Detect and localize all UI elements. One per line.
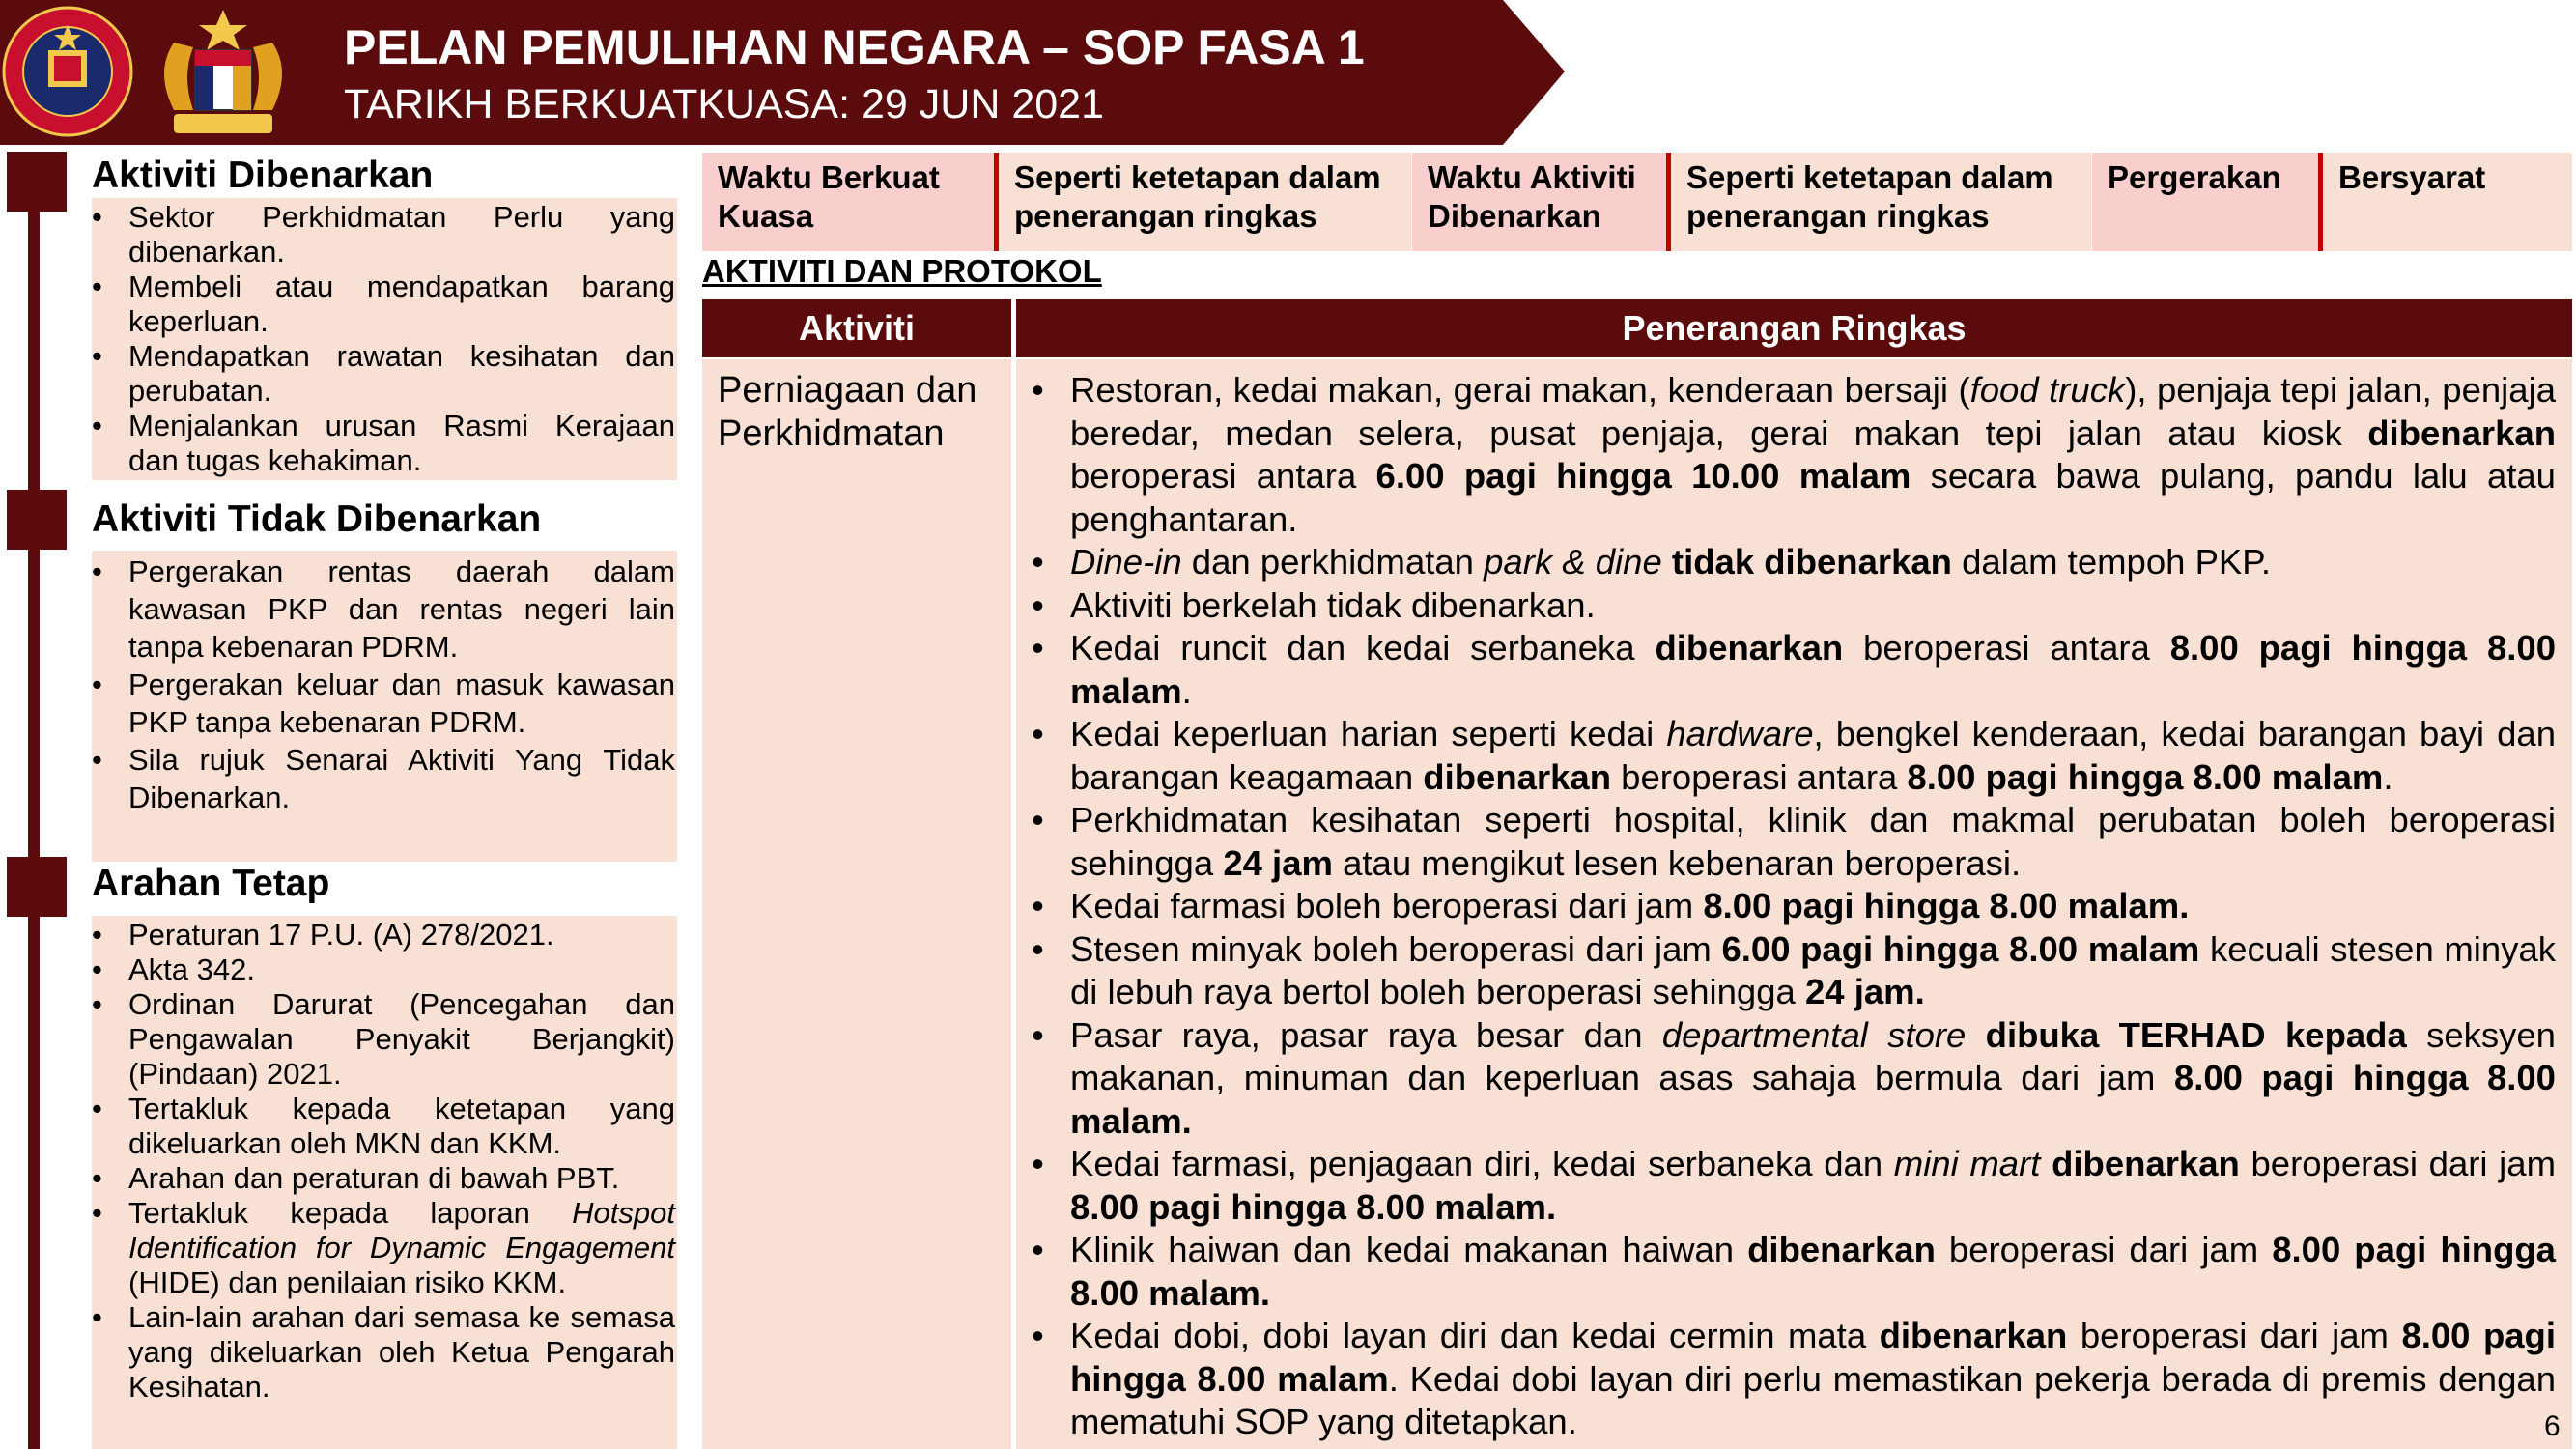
text-run: Kedai farmasi, penjagaan diri, kedai serbaneka dan bbox=[1070, 1144, 1894, 1183]
text-italic: hardware bbox=[1666, 714, 1814, 753]
text-run: . bbox=[2383, 756, 2393, 797]
text-run: beroperasi dari jam bbox=[2067, 1316, 2402, 1355]
row-activity: Perniagaan dan Perkhidmatan bbox=[718, 370, 977, 454]
list-item bbox=[1070, 799, 2556, 885]
text-bold: 8.00 pagi hingga 8.00 malam bbox=[1907, 756, 2384, 797]
list-item bbox=[1070, 369, 2556, 541]
list-item: • Lain-lain arahan dari semasa ke semasa yang dikeluarkan oleh Ketua Pengarah Kesihatan. bbox=[128, 1300, 675, 1405]
timeline-marker bbox=[7, 857, 67, 917]
list-item: • Pergerakan keluar dan masuk kawasan PKP tanpa kebenaran PDRM. bbox=[128, 666, 675, 741]
text-run: , bengkel kenderaan, kedai barangan bayi dan barangan keagamaan bbox=[1070, 714, 2556, 797]
text-run: Kedai runcit dan kedai serbaneka bbox=[1070, 628, 1656, 668]
text-run: beroperasi antara bbox=[1843, 628, 2170, 668]
text-bold: 8.00 pagi hingga 8.00 malam. bbox=[1070, 1058, 2556, 1141]
column-header-activity: Aktiviti bbox=[798, 308, 916, 348]
text-run: . Kedai dobi layan diri perlu memastikan pekerja berada di premis dengan mematuhi SOP yang ditetapkan. bbox=[1070, 1358, 2556, 1441]
text-run: atau mengikut lesen kebenaran beroperasi. bbox=[1332, 842, 2022, 883]
hours-value: Seperti ketetapan dalam penerangan ringkas bbox=[994, 153, 1411, 251]
list-item: • Tertakluk kepada ketetapan yang dikeluarkan oleh MKN dan KKM. bbox=[128, 1092, 675, 1161]
activity-hours-label: Waktu Aktiviti Dibenarkan bbox=[1412, 153, 1666, 251]
text-run: secara bawa pulang, pandu lalu atau penghantaran. bbox=[1070, 456, 2556, 539]
effective-date: TARIKH BERKUATKUASA: 29 JUN 2021 bbox=[344, 81, 1104, 128]
list-item: • Pergerakan rentas daerah dalam kawasan PKP dan rentas negeri lain tanpa kebenaran PDRM. bbox=[128, 553, 675, 666]
list-item: • Membeli atau mendapatkan barang keperluan. bbox=[128, 270, 675, 339]
list-item: • Sektor Perkhidmatan Perlu yang dibenarkan. bbox=[128, 200, 675, 270]
list-item bbox=[1070, 1229, 2556, 1315]
text-bold: tidak dibenarkan bbox=[1671, 542, 1952, 582]
text-bold: 24 jam bbox=[1223, 842, 1333, 883]
permitted-title: Aktiviti Dibenarkan bbox=[92, 155, 434, 196]
list-item-text: Tertakluk kepada laporan bbox=[128, 1196, 530, 1230]
standing-orders-title: Arahan Tetap bbox=[92, 863, 330, 904]
list-item: • Arahan dan peraturan di bawah PBT. bbox=[128, 1161, 675, 1196]
list-item: • Mendapatkan rawatan kesihatan dan perubatan. bbox=[128, 339, 675, 409]
nsc-logo-icon bbox=[0, 0, 135, 145]
page-number: 6 bbox=[2544, 1410, 2561, 1442]
list-item: • Sila rujuk Senarai Aktiviti Yang Tidak Dibenarkan. bbox=[128, 741, 675, 816]
text-bold: 8.00 pagi hingga 8.00 malam. bbox=[1070, 1186, 1557, 1227]
text-run: Kedai dobi, dobi layan diri dan kedai cermin mata bbox=[1070, 1316, 1880, 1355]
list-item bbox=[1070, 584, 2556, 628]
text-bold: dibenarkan bbox=[1423, 756, 1612, 797]
text-italic: park & dine bbox=[1484, 542, 1662, 582]
list-item bbox=[1070, 1143, 2556, 1229]
text-run bbox=[1966, 1015, 1985, 1055]
text-bold: 6.00 pagi hingga 10.00 malam bbox=[1375, 456, 1911, 496]
text-run: Perkhidmatan kesihatan seperti hospital, klinik dan makmal perubatan boleh beroperasi sehingga bbox=[1070, 800, 2556, 883]
text-run: Stesen minyak boleh beroperasi dari jam bbox=[1070, 928, 1722, 969]
timeline-bar bbox=[28, 155, 40, 1449]
text-italic: food truck bbox=[1969, 370, 2126, 410]
list-item: • Peraturan 17 P.U. (A) 278/2021. bbox=[128, 918, 675, 952]
permitted-box bbox=[92, 198, 677, 480]
text-bold: 24 jam. bbox=[1804, 972, 1925, 1011]
text-run: beroperasi antara bbox=[1070, 456, 1376, 496]
text-bold: dibenarkan bbox=[1879, 1316, 2068, 1355]
text-bold: 8.00 pagi hingga 8.00 malam. bbox=[1070, 1230, 2556, 1313]
activities-heading: AKTIVITI DAN PROTOKOL bbox=[702, 253, 1102, 289]
list-item bbox=[1070, 627, 2556, 713]
standing-orders-box bbox=[92, 916, 677, 1449]
list-item bbox=[1070, 713, 2556, 799]
text-run: ), penjaja tepi jalan, penjaja beredar, medan selera, pusat penjaja, gerai makan tepi jalan atau kiosk bbox=[1070, 370, 2556, 453]
page-title: PELAN PEMULIHAN NEGARA – SOP FASA 1 bbox=[344, 20, 1365, 74]
hours-label: Waktu Berkuat Kuasa bbox=[702, 153, 994, 251]
text-bold: 8.00 pagi hingga 8.00 malam bbox=[1070, 628, 2556, 711]
text-italic: mini mart bbox=[1893, 1144, 2041, 1183]
text-bold: 6.00 pagi hingga 8.00 malam bbox=[1721, 928, 2200, 969]
text-bold: dibenarkan bbox=[1747, 1230, 1936, 1269]
list-item bbox=[1070, 541, 2556, 584]
text-run: dalam tempoh PKP. bbox=[1951, 542, 2272, 582]
list-item-text: (HIDE) dan penilaian risiko KKM. bbox=[128, 1265, 567, 1299]
text-bold: 8.00 pagi hingga 8.00 malam. bbox=[1703, 886, 2190, 925]
list-item-italic: Hotspot Identification for Dynamic Engagement bbox=[128, 1196, 675, 1264]
text-run: Restoran, kedai makan, gerai makan, kenderaan bersaji ( bbox=[1070, 370, 1970, 410]
text-run: Pasar raya, pasar raya besar dan bbox=[1070, 1014, 1662, 1055]
text-run: . bbox=[1181, 670, 1192, 711]
text-run: Kedai farmasi boleh beroperasi dari jam bbox=[1070, 886, 1704, 925]
text-run: beroperasi dari jam bbox=[1935, 1230, 2273, 1269]
list-item: • Menjalankan urusan Rasmi Kerajaan dan tugas kehakiman. bbox=[128, 409, 675, 478]
timeline-marker bbox=[7, 490, 67, 550]
text-run: beroperasi antara bbox=[1611, 756, 1908, 797]
text-run: dan perkhidmatan bbox=[1181, 542, 1485, 582]
text-bold: 8.00 pagi hingga 8.00 malam bbox=[1070, 1316, 2556, 1399]
activity-hours-value: Seperti ketetapan dalam penerangan ringkas bbox=[1666, 153, 2091, 251]
text-run bbox=[2040, 1144, 2052, 1183]
text-bold: dibenarkan bbox=[2367, 412, 2556, 453]
list-item bbox=[1070, 928, 2556, 1014]
list-item bbox=[1070, 1315, 2556, 1444]
column-header-description: Penerangan Ringkas bbox=[1622, 308, 1967, 348]
text-run: kecuali stesen minyak di lebuh raya bertol boleh beroperasi sehingga bbox=[1070, 928, 2556, 1011]
coat-of-arms-icon bbox=[135, 4, 311, 139]
movement-label: Pergerakan bbox=[2092, 153, 2318, 251]
text-run: Klinik haiwan dan kedai makanan haiwan bbox=[1070, 1230, 1748, 1269]
text-run: seksyen makanan, minuman dan keperluan asas sahaja bermula dari jam bbox=[1070, 1014, 2556, 1097]
text-run bbox=[1662, 542, 1672, 582]
list-item bbox=[1070, 885, 2556, 928]
text-run: Kedai keperluan harian seperti kedai bbox=[1070, 714, 1667, 753]
list-item bbox=[128, 1196, 675, 1300]
text-run: beroperasi dari jam bbox=[2239, 1144, 2556, 1183]
list-item bbox=[1070, 1014, 2556, 1144]
text-bold: dibenarkan bbox=[1655, 628, 1844, 668]
list-item: • Ordinan Darurat (Pencegahan dan Pengawalan Penyakit Berjangkit) (Pindaan) 2021. bbox=[128, 987, 675, 1092]
text-italic: departmental store bbox=[1661, 1014, 1967, 1055]
text-bold: dibenarkan bbox=[2052, 1144, 2240, 1183]
not-permitted-box bbox=[92, 551, 677, 862]
text-italic: Dine-in bbox=[1070, 542, 1182, 582]
not-permitted-title: Aktiviti Tidak Dibenarkan bbox=[92, 498, 542, 540]
timeline-marker bbox=[7, 152, 67, 212]
text-run: Aktiviti berkelah tidak dibenarkan. bbox=[1070, 584, 1596, 625]
row-description bbox=[1032, 369, 2556, 1444]
text-bold: dibuka TERHAD kepada bbox=[1985, 1014, 2407, 1055]
list-item: • Akta 342. bbox=[128, 952, 675, 987]
table-cell-bg bbox=[702, 359, 1011, 1449]
movement-value: Bersyarat bbox=[2318, 153, 2572, 251]
